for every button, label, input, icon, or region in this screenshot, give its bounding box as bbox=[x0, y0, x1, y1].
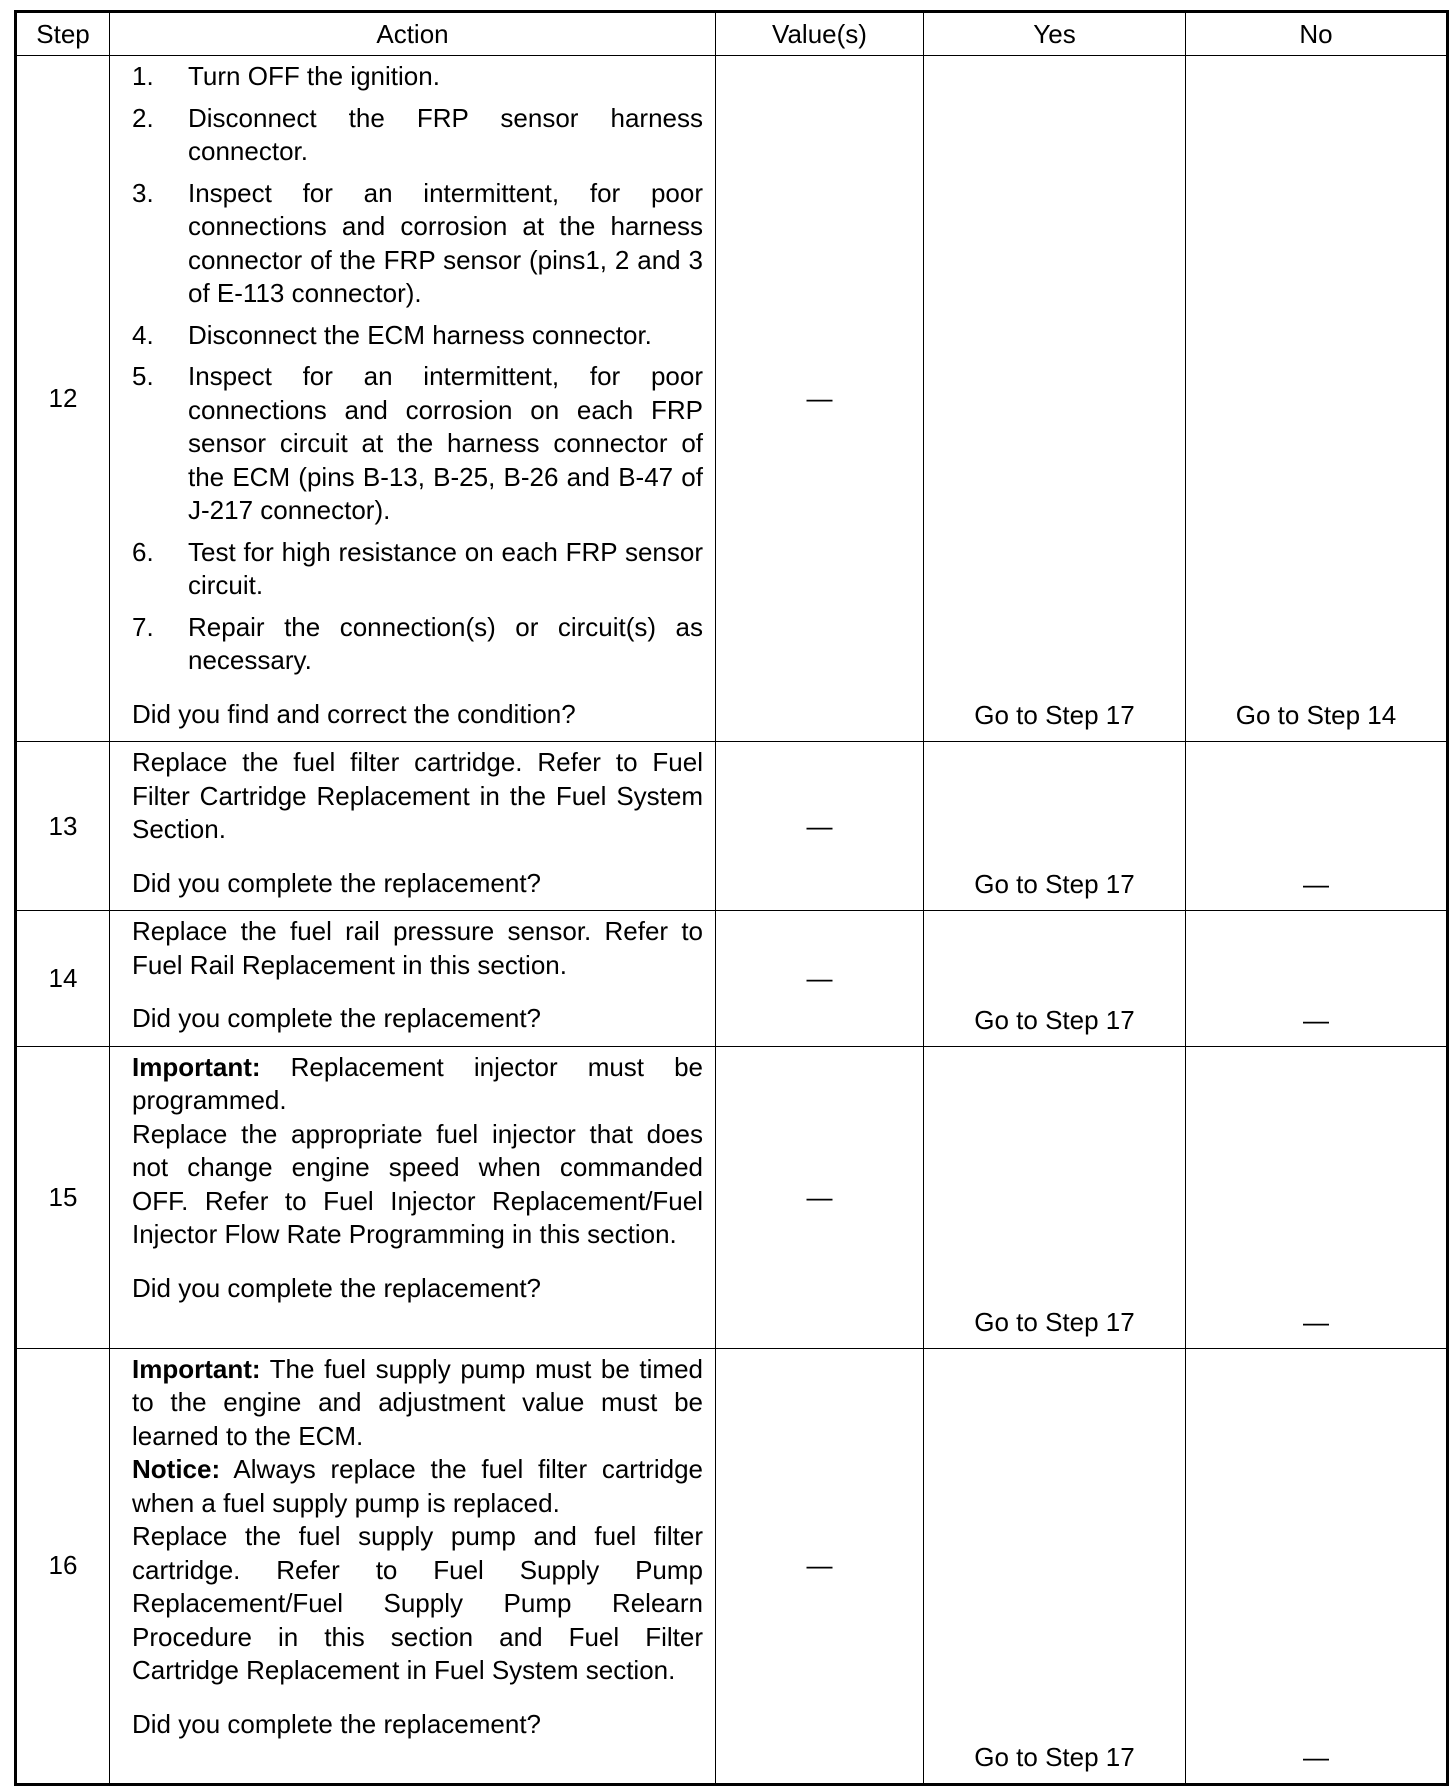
value-cell: — bbox=[716, 742, 924, 911]
question-text: Did you find and correct the condition? bbox=[132, 698, 576, 729]
no-cell: — bbox=[1186, 742, 1448, 911]
action-text: Replace the appropriate fuel injector that does not change engine speed when commanded OFF. Refer to Fuel Injector Replacement/Fuel Injector Flow Rate Programming in this section. bbox=[132, 1118, 703, 1249]
question-text: Did you complete the replacement? bbox=[132, 1003, 542, 1033]
no-cell: Go to Step 14 bbox=[1186, 56, 1448, 742]
action-steps-list bbox=[132, 60, 703, 678]
action-cell bbox=[110, 911, 716, 1047]
yes-cell: Go to Step 17 bbox=[924, 742, 1186, 911]
table-row-step-15 bbox=[16, 1046, 1448, 1348]
value-cell: — bbox=[716, 1046, 924, 1348]
action-text: Replace the fuel filter cartridge. Refer to Fuel Filter Cartridge Replacement in the Fuel System Section. bbox=[132, 747, 703, 844]
list-item: 2. Disconnect the FRP sensor harness connector. bbox=[132, 102, 703, 166]
no-cell: — bbox=[1186, 911, 1448, 1047]
header-step: Step bbox=[16, 12, 110, 56]
step-number: 15 bbox=[16, 1046, 110, 1348]
header-yes: Yes bbox=[924, 12, 1186, 56]
yes-cell: Go to Step 17 bbox=[924, 56, 1186, 742]
no-cell: — bbox=[1186, 1046, 1448, 1348]
header-action: Action bbox=[110, 12, 716, 56]
header-no: No bbox=[1186, 12, 1448, 56]
yes-cell: Go to Step 17 bbox=[924, 1046, 1186, 1348]
list-item: 5. Inspect for an intermittent, for poor connections and corrosion on each FRP sensor circuit at the harness connector of the ECM (pins B-13, B-25, B-26 and B-47 of J-217 connector). bbox=[132, 361, 703, 525]
yes-cell: Go to Step 17 bbox=[924, 911, 1186, 1047]
table-row-step-14 bbox=[16, 911, 1448, 1047]
action-cell bbox=[110, 56, 716, 742]
list-item: 7. Repair the connection(s) or circuit(s) as necessary. bbox=[132, 611, 703, 675]
table-row-step-12 bbox=[16, 56, 1448, 742]
notice-note: Notice: Always replace the fuel filter cartridge when a fuel supply pump is replaced. bbox=[132, 1454, 703, 1518]
question-text: Did you complete the replacement? bbox=[132, 1708, 542, 1739]
step-number: 13 bbox=[16, 742, 110, 911]
step-number: 14 bbox=[16, 911, 110, 1047]
header-values: Value(s) bbox=[716, 12, 924, 56]
list-item: 1. Turn OFF the ignition. bbox=[132, 61, 440, 91]
action-cell bbox=[110, 1348, 716, 1784]
action-cell bbox=[110, 742, 716, 911]
value-cell: — bbox=[716, 911, 924, 1047]
important-note: Important: Replacement injector must be programmed. bbox=[132, 1051, 703, 1115]
question-text: Did you complete the replacement? bbox=[132, 1272, 542, 1303]
table-row-step-16 bbox=[16, 1348, 1448, 1784]
table-row-step-13 bbox=[16, 742, 1448, 911]
header-row bbox=[16, 12, 1448, 56]
step-number: 16 bbox=[16, 1348, 110, 1784]
action-text: Replace the fuel supply pump and fuel filter cartridge. Refer to Fuel Supply Pump Replacement/Fuel Supply Pump Relearn Procedure in this section and Fuel Filter Cartridge Replacement in Fuel System section. bbox=[132, 1521, 703, 1685]
step-number: 12 bbox=[16, 56, 110, 742]
question-text: Did you complete the replacement? bbox=[132, 867, 542, 898]
list-item: 6. Test for high resistance on each FRP sensor circuit. bbox=[132, 536, 703, 600]
action-cell bbox=[110, 1046, 716, 1348]
value-cell: — bbox=[716, 1348, 924, 1784]
value-cell: — bbox=[716, 56, 924, 742]
list-item: 3. Inspect for an intermittent, for poor connections and corrosion at the harness connector of the FRP sensor (pins1, 2 and 3 of E-113 connector). bbox=[132, 177, 703, 308]
important-note: Important: The fuel supply pump must be timed to the engine and adjustment value must be learned to the ECM. bbox=[132, 1353, 703, 1451]
list-item: 4. Disconnect the ECM harness connector. bbox=[132, 319, 652, 350]
diagnostic-table bbox=[14, 10, 1449, 1786]
yes-cell: Go to Step 17 bbox=[924, 1348, 1186, 1784]
action-text: Replace the fuel rail pressure sensor. Refer to Fuel Rail Replacement in this section. bbox=[132, 916, 703, 980]
no-cell: — bbox=[1186, 1348, 1448, 1784]
